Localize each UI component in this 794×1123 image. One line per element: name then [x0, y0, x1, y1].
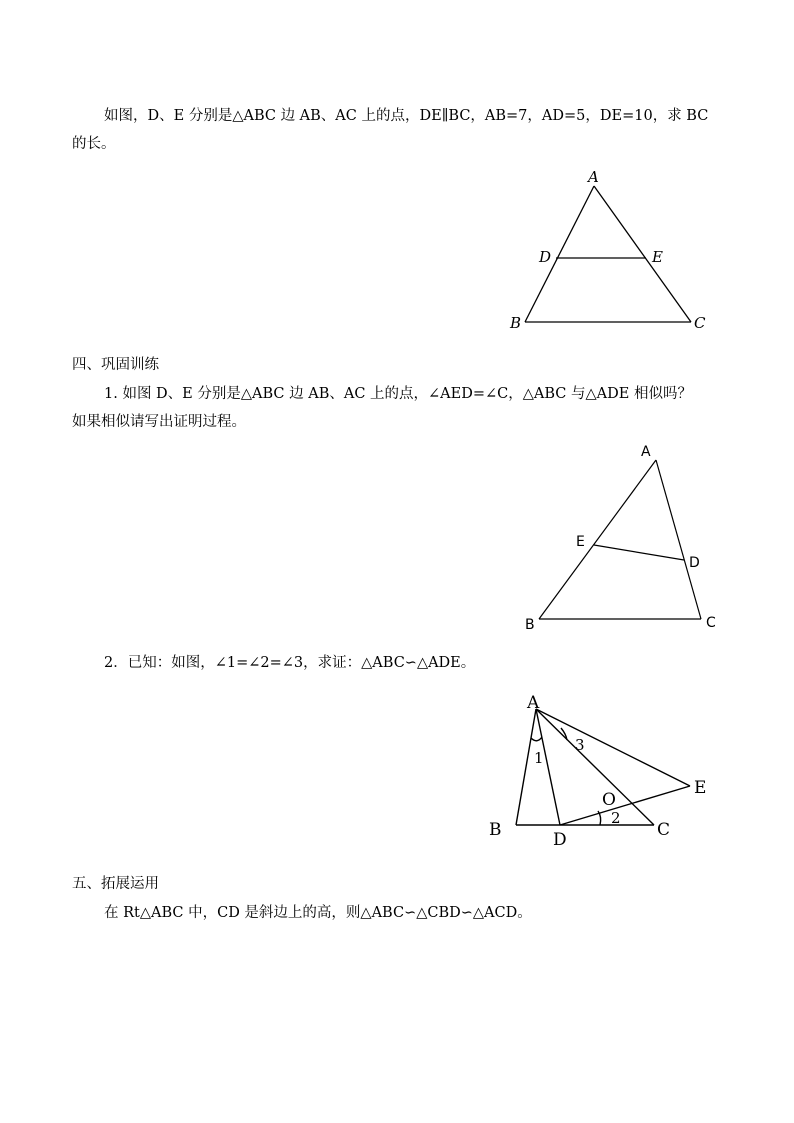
label-E: E — [694, 778, 707, 798]
label-B: B — [510, 314, 522, 332]
label-A: A — [641, 444, 651, 460]
section-4-heading: 四、巩固训练 — [72, 357, 159, 373]
label-E: E — [652, 248, 663, 266]
label-B: B — [525, 617, 535, 633]
figure-angles-1-2-3 — [485, 685, 720, 850]
problem-text-line-2: 的长。 — [72, 136, 116, 152]
question-2: 2．已知：如图，∠1=∠2=∠3，求证：△ABC∽△ADE。 — [104, 655, 476, 671]
label-D: D — [539, 248, 552, 266]
figure-triangle-de-parallel-bc — [500, 160, 730, 340]
label-D: D — [689, 555, 700, 571]
label-E: E — [576, 534, 585, 550]
section-5-text: 在 Rt△ABC 中，CD 是斜边上的高，则△ABC∽△CBD∽△ACD。 — [104, 905, 532, 921]
angle-label-2: 2 — [611, 809, 621, 827]
angle-label-1: 1 — [534, 749, 544, 767]
label-C: C — [706, 615, 716, 631]
label-A: A — [527, 693, 540, 713]
problem-text-line-1: 如图，D、E 分别是△ABC 边 AB、AC 上的点，DE∥BC，AB=7，AD=5，DE=10，求 BC — [104, 108, 709, 124]
section-5-heading: 五、拓展运用 — [72, 876, 159, 892]
label-C: C — [657, 820, 671, 840]
angle-label-3: 3 — [575, 736, 585, 754]
label-A: A — [588, 168, 599, 186]
figure-triangle-aed-angle — [515, 440, 730, 635]
label-B: B — [489, 820, 502, 840]
question-1-line-2: 如果相似请写出证明过程。 — [72, 414, 246, 430]
label-D: D — [553, 830, 567, 850]
label-O: O — [602, 790, 616, 810]
label-C: C — [694, 314, 706, 332]
question-1-line-1: 1. 如图 D、E 分别是△ABC 边 AB、AC 上的点，∠AED=∠C，△ABC 与△ADE 相似吗？ — [104, 386, 692, 402]
